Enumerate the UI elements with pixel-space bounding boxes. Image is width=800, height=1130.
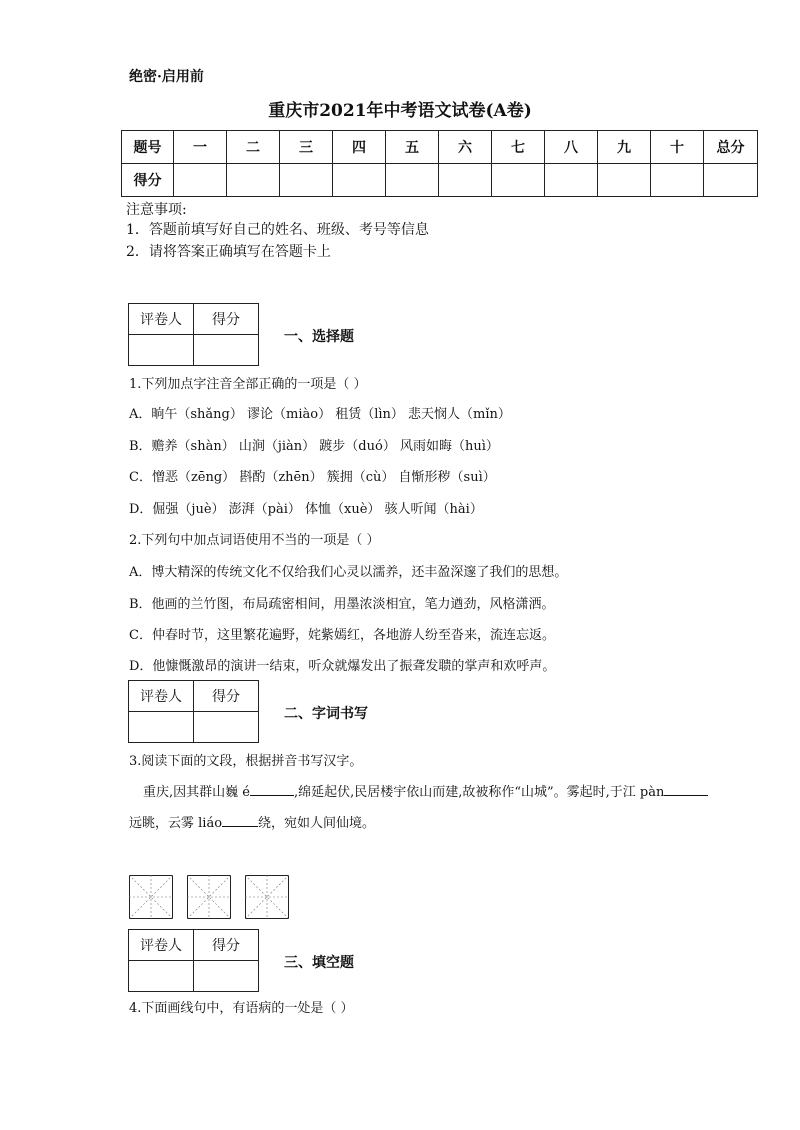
score-cell: 三	[280, 131, 333, 164]
score-empty-cell	[545, 164, 598, 197]
score-empty-cell	[651, 164, 704, 197]
answer-blank[interactable]	[250, 783, 294, 796]
question-2-option-b: B．他画的兰竹图，布局疏密相间，用墨浓淡相宜，笔力遒劲，风格潇洒。	[129, 597, 555, 612]
question-2-stem: 2.下列句中加点词语使用不当的一项是（ ）	[129, 533, 380, 548]
notice-item: 1．答题前填写好自己的姓名、班级、考号等信息	[126, 222, 429, 238]
notice-heading: 注意事项:	[126, 202, 187, 218]
grader-table	[128, 680, 259, 743]
score-empty-cell	[492, 164, 545, 197]
grader-empty-cell	[129, 712, 194, 743]
grader-table	[128, 303, 259, 366]
question-3-passage-line	[143, 781, 708, 800]
question-3-stem: 3.阅读下面的文段，根据拼音书写汉字。	[129, 754, 363, 769]
grader-empty-cell	[129, 961, 194, 992]
passage-text: 绕，宛如人间仙境。	[258, 816, 376, 831]
question-1-option-b: B．赡养（shàn） 山涧（jiàn） 踱步（duó） 风雨如晦（huì）	[129, 439, 499, 454]
score-cell: 四	[333, 131, 386, 164]
score-cell: 题号	[122, 131, 174, 164]
grader-label: 评卷人	[129, 304, 194, 335]
passage-text: 重庆,因其群山巍 é	[143, 785, 250, 800]
score-empty-cell	[227, 164, 280, 197]
section-title: 二、字词书写	[284, 706, 368, 722]
grader-label: 得分	[194, 930, 259, 961]
score-cell: 五	[386, 131, 439, 164]
score-empty-cell	[386, 164, 439, 197]
writing-grid-box[interactable]	[129, 875, 173, 919]
score-empty-cell	[598, 164, 651, 197]
grader-label: 得分	[194, 681, 259, 712]
score-cell: 一	[174, 131, 227, 164]
score-cell: 八	[545, 131, 598, 164]
score-cell: 十	[651, 131, 704, 164]
score-empty-cell	[174, 164, 227, 197]
score-value-row	[122, 164, 758, 197]
score-empty-cell	[704, 164, 758, 197]
score-cell: 七	[492, 131, 545, 164]
grader-label: 得分	[194, 304, 259, 335]
score-table	[121, 130, 758, 197]
section-title: 一、选择题	[284, 329, 354, 345]
passage-text: 远眺，云雾 liáo	[129, 816, 223, 831]
score-cell: 总分	[704, 131, 758, 164]
passage-text: ,绵延起伏,民居楼宇依山而建,故被称作“山城”。雾起时,于江 pàn	[293, 785, 665, 800]
question-3-passage-line	[129, 812, 375, 831]
question-2-option-c: C．仲春时节，这里繁花遍野，姹紫嫣红，各地游人纷至沓来，流连忘返。	[129, 628, 555, 643]
answer-blank[interactable]	[222, 814, 258, 827]
writing-grid-box[interactable]	[245, 875, 289, 919]
secret-label: 绝密·启用前	[129, 69, 204, 85]
question-2-option-a: A．博大精深的传统文化不仅给我们心灵以濡养，还丰盈深邃了我们的思想。	[129, 565, 568, 580]
notice-item: 2．请将答案正确填写在答题卡上	[126, 244, 331, 260]
score-row-label: 得分	[122, 164, 174, 197]
grader-table	[128, 929, 259, 992]
answer-blank[interactable]	[664, 783, 708, 796]
question-1-option-a: A．晌午（shǎng） 谬论（miào） 租赁（lìn） 悲天悯人（mǐn）	[129, 407, 511, 422]
score-cell: 二	[227, 131, 280, 164]
writing-grid-box[interactable]	[187, 875, 231, 919]
grader-empty-cell	[129, 335, 194, 366]
grader-empty-cell	[194, 335, 259, 366]
question-2-option-d: D．他慷慨激昂的演讲一结束，听众就爆发出了振聋发聩的掌声和欢呼声。	[129, 659, 556, 674]
score-empty-cell	[439, 164, 492, 197]
grader-empty-cell	[194, 961, 259, 992]
score-cell: 九	[598, 131, 651, 164]
score-cell: 六	[439, 131, 492, 164]
question-1-option-c: C．憎恶（zēng） 斟酌（zhēn） 簇拥（cù） 自惭形秽（suì）	[129, 470, 496, 485]
section-title: 三、填空题	[284, 955, 354, 971]
score-empty-cell	[280, 164, 333, 197]
exam-title: 重庆市2021年中考语文试卷(A卷)	[268, 101, 532, 121]
grader-empty-cell	[194, 712, 259, 743]
question-1-option-d: D．倔强（juè） 澎湃（pài） 体恤（xuè） 骇人听闻（hài）	[129, 502, 483, 517]
grader-label: 评卷人	[129, 681, 194, 712]
question-1-stem: 1.下列加点字注音全部正确的一项是（ ）	[129, 377, 367, 392]
question-4-stem: 4.下面画线句中，有语病的一处是（ ）	[129, 1001, 354, 1016]
grader-label: 评卷人	[129, 930, 194, 961]
score-header-row	[122, 131, 758, 164]
score-empty-cell	[333, 164, 386, 197]
